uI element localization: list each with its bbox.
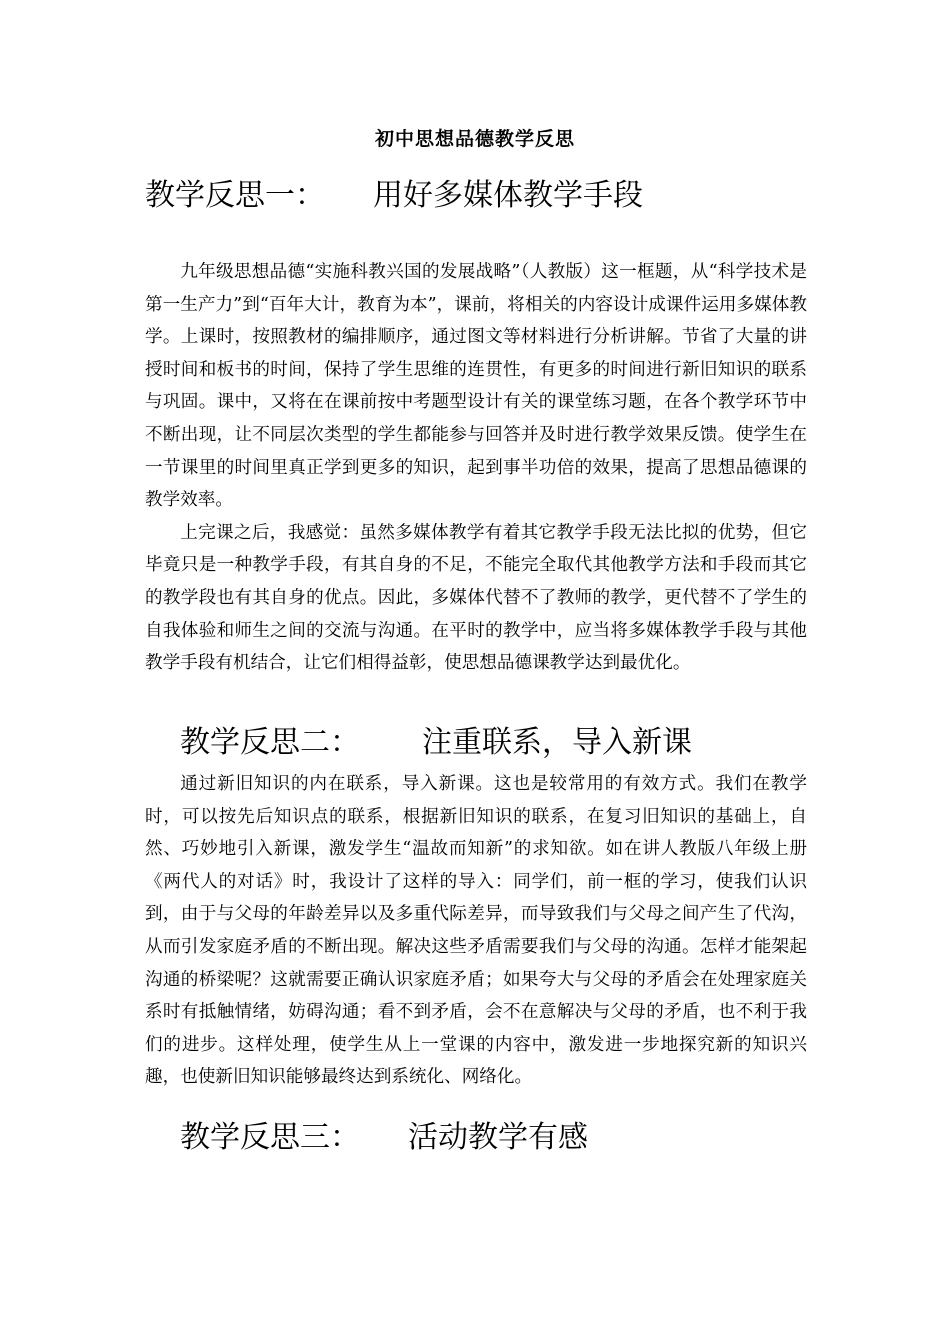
paragraph: 上完课之后，我感觉：虽然多媒体教学有着其它教学手段无法比拟的优势，但它毕竟只是一种教学手段，有其自身的不足，不能完全取代其他教学方法和手段而其它的教学段也有其自身的优点。因此，多媒体代替不了教师的教学，更代替不了学生的自我体验和师生之间的交流与沟通。在平时的教学中，应当将多媒体教学手段与其他教学手段有机结合，让它们相得益彰，使思想品德课教学达到最优化。 — [145, 522, 807, 674]
section-topic-1: 用好多媒体教学手段 — [373, 178, 643, 213]
section-label-3: 教学反思三： — [180, 1120, 360, 1155]
section-heading-1 — [145, 176, 643, 216]
section-body-2 — [145, 768, 807, 1094]
section-heading-3 — [180, 1118, 588, 1158]
paragraph: 九年级思想品德“实施科教兴国的发展战略”（人教版）这一框题，从“科学技术是第一生产力”到“百年大计，教育为本”，课前，将相关的内容设计成课件运用多媒体教学。上课时，按照教材的编排顺序，通过图文等材料进行分析讲解。节省了大量的讲授时间和板书的时间，保持了学生思维的连贯性，有更多的时间进行新旧知识的联系与巩固。课中，又将在在课前按中考题型设计有关的课堂练习题，在各个教学环节中不断出现，让不同层次类型的学生都能参与回答并及时进行教学效果反馈。使学生在一节课里的时间里真正学到更多的知识，起到事半功倍的效果，提高了思想品德课的教学效率。 — [145, 262, 807, 511]
section-topic-2: 注重联系，导入新课 — [422, 725, 692, 760]
section-heading-2 — [180, 723, 692, 763]
section-body-1 — [145, 256, 807, 680]
section-topic-3: 活动教学有感 — [408, 1120, 588, 1155]
section-label-1: 教学反思一： — [145, 178, 325, 213]
section-label-2: 教学反思二： — [180, 725, 360, 760]
document-title: 初中思想品德教学反思 — [374, 128, 575, 150]
paragraph: 通过新旧知识的内在联系，导入新课。这也是较常用的有效方式。我们在教学时，可以按先后知识点的联系，根据新旧知识的联系，在复习旧知识的基础上，自然、巧妙地引入新课，激发学生“温故而知新”的求知欲。如在讲人教版八年级上册《两代人的对话》时，我设计了这样的导入：同学们，前一框的学习，使我们认识到，由于与父母的年龄差异以及多重代际差异，而导致我们与父母之间产生了代沟，从而引发家庭矛盾的不断出现。解决这些矛盾需要我们与父母的沟通。怎样才能架起沟通的桥梁呢？这就需要正确认识家庭矛盾；如果夸大与父母的矛盾会在处理家庭关系时有抵触情绪，妨碍沟通；看不到矛盾，会不在意解决与父母的矛盾，也不利于我们的进步。这样处理，使学生从上一堂课的内容中，激发进一步地探究新的知识兴趣，也使新旧知识能够最终达到系统化、网络化。 — [145, 774, 807, 1088]
